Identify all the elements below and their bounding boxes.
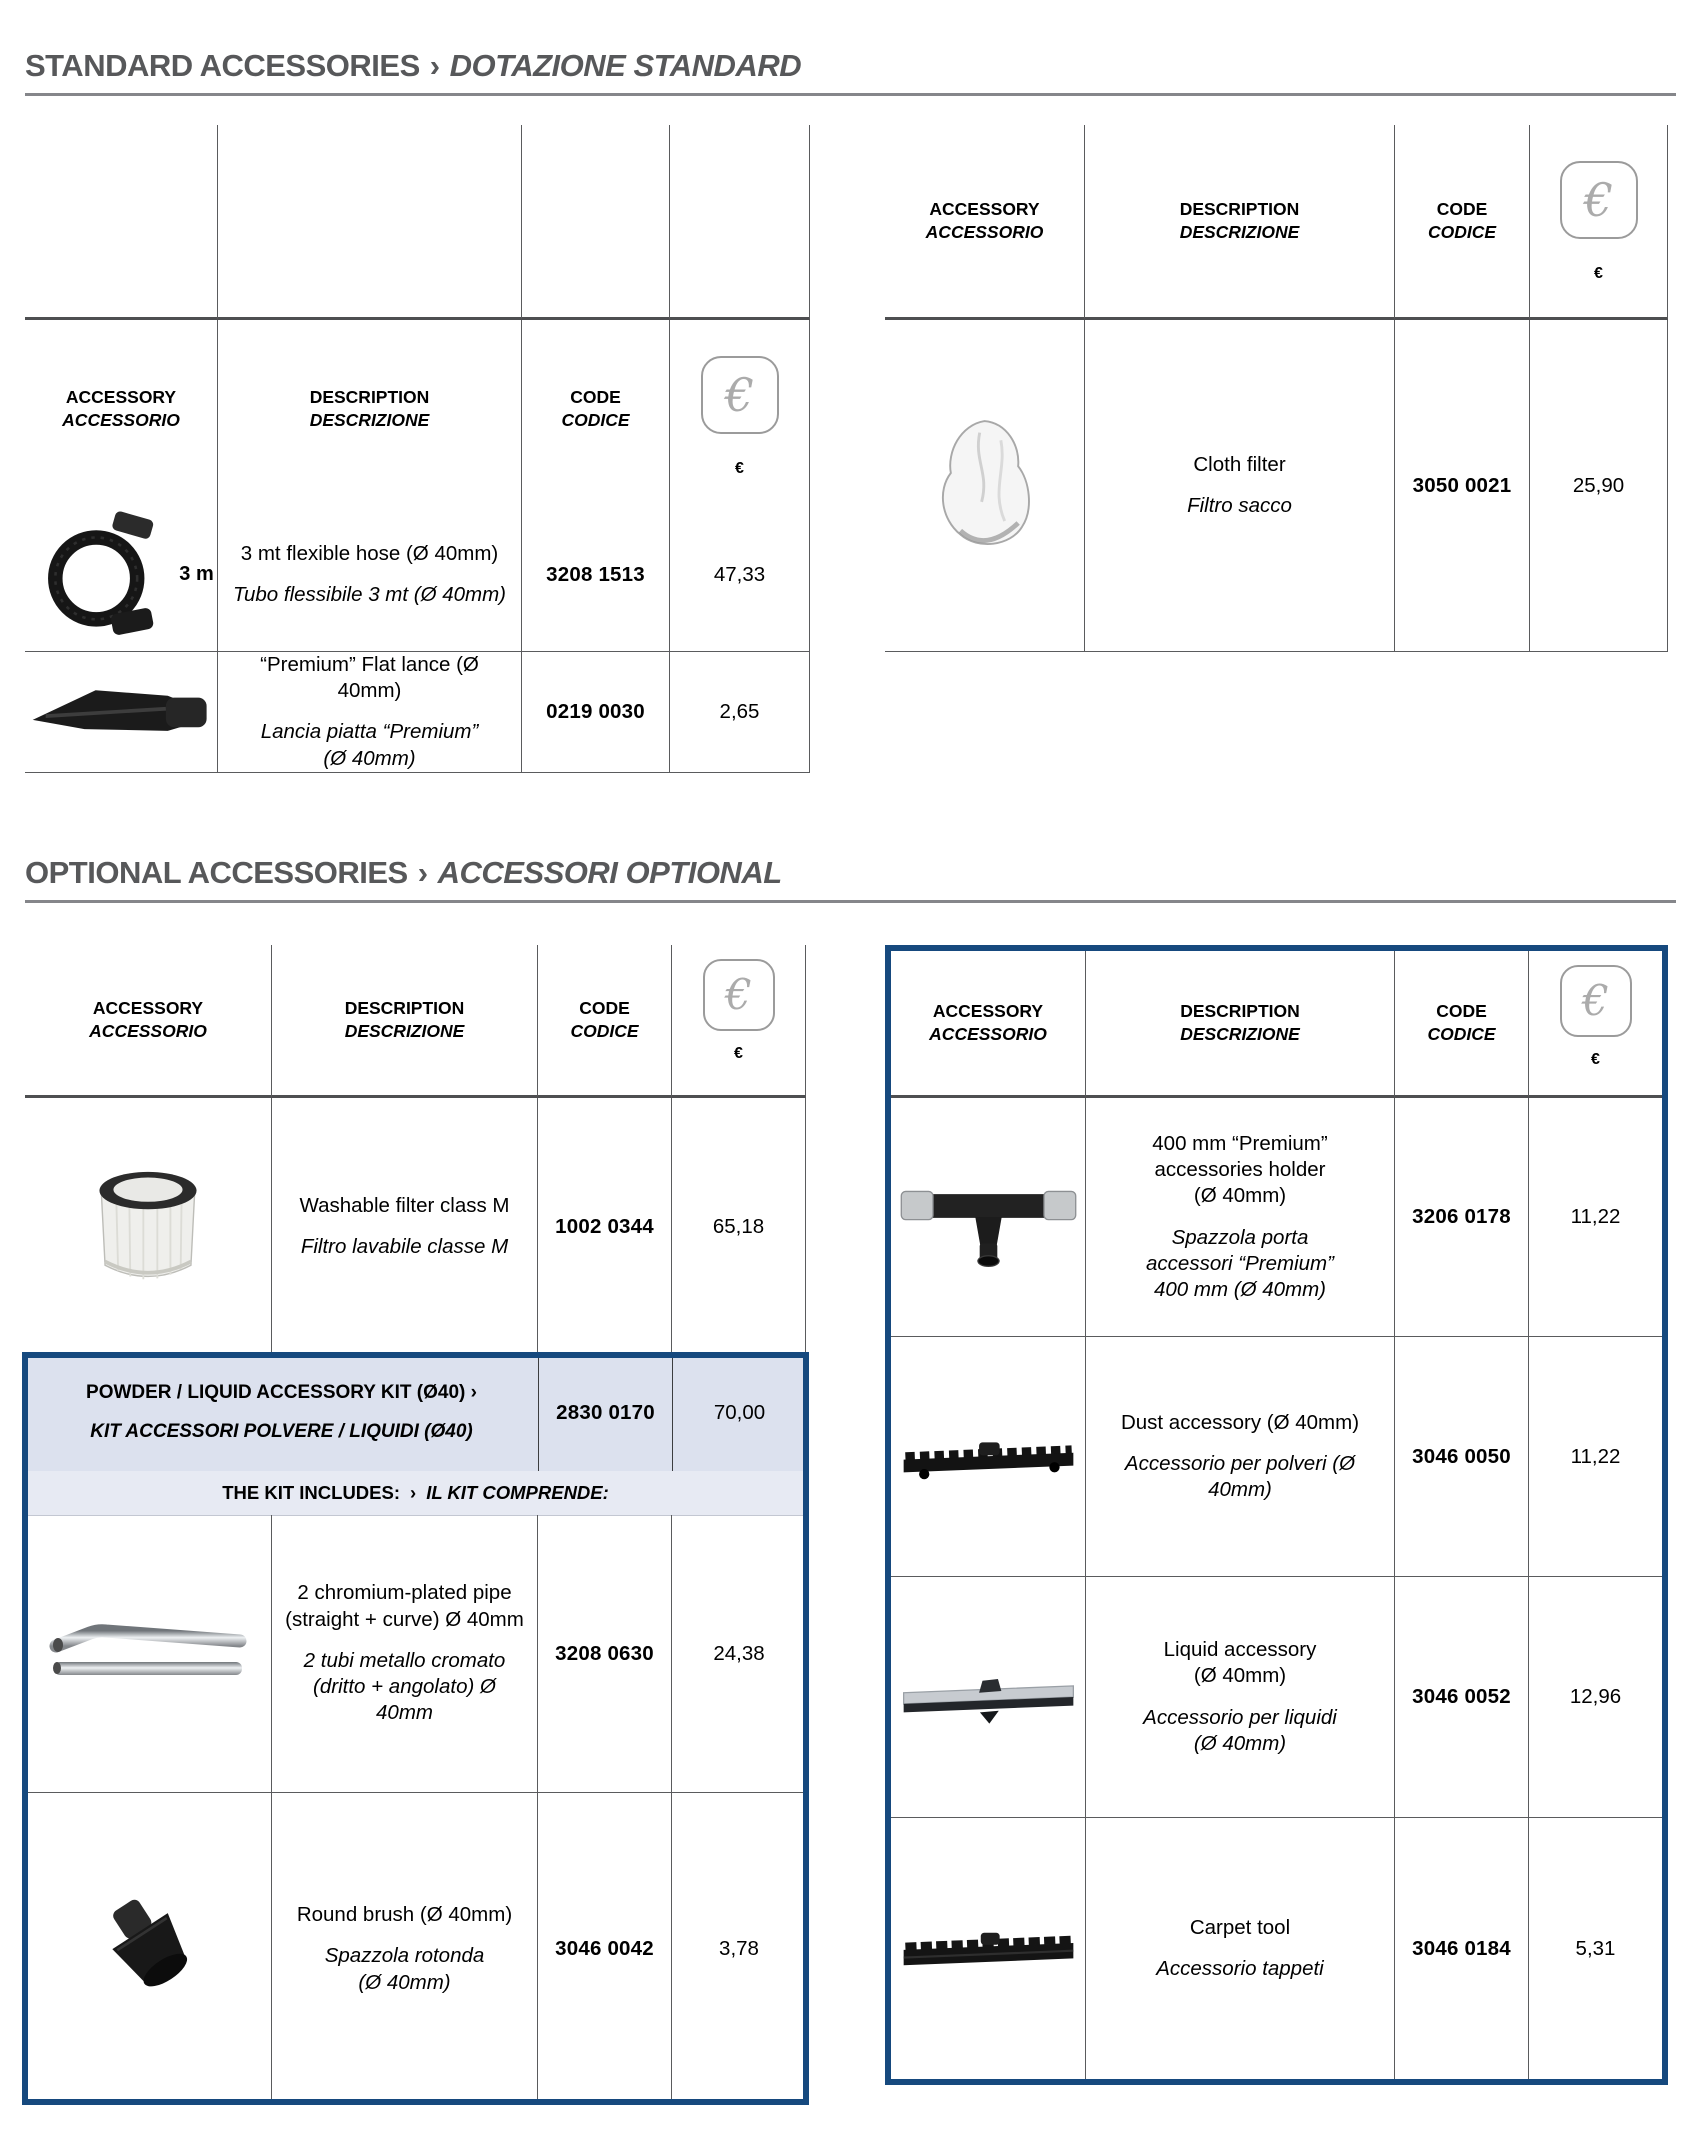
row-pipes-code: 3208 0630 [538,1515,672,1793]
row-clothfilter-price: 25,90 [1530,320,1668,652]
row-pipes-accessory [25,1515,272,1793]
row-washablefilter-accessory [25,1098,272,1355]
row-lance-description: “Premium” Flat lance (Ø 40mm) Lancia piatta “Premium” (Ø 40mm) [218,652,522,773]
row-lance-price: 2,65 [670,652,810,773]
currency-symbol: € [734,1045,743,1062]
standard-title-en: STANDARD ACCESSORIES [25,48,420,83]
currency-symbol: € [735,460,744,477]
optional-title-rule [25,900,1676,903]
row-dust-price: 11,22 [1529,1337,1662,1577]
row-clothfilter-accessory [885,320,1085,652]
header-price [1529,951,1662,1098]
row-pipes-description: 2 chromium-plated pipe (straight + curve) Ø 40mm 2 tubi metallo cromato (dritto + angolato) Ø 40mm [272,1515,538,1793]
row-liquid-accessory [891,1577,1086,1818]
dust-accessory-image [896,1427,1081,1487]
header-accessory: ACCESSORY ACCESSORIO [25,945,272,1098]
header-price [672,945,806,1098]
header-accessory-en: ACCESSORY [65,386,177,407]
row-liquid-price: 12,96 [1529,1577,1662,1818]
row-hose-description: 3 mt flexible hose (Ø 40mm) Tubo flessibile 3 mt (Ø 40mm) [218,498,522,652]
kit-title-en: POWDER / LIQUID ACCESSORY KIT (Ø40) › [86,1382,477,1404]
row-carpet-description: Carpet tool Accessorio tappeti [1086,1818,1395,2079]
row-roundbrush-accessory [25,1793,272,2105]
title-separator: › [417,855,428,890]
hose-length-label: 3 m [179,563,214,585]
header-code-en: CODE [570,386,621,407]
row-clothfilter-description: Cloth filter Filtro sacco [1085,320,1395,652]
row-lance-accessory [25,652,218,773]
cloth-filter-image [922,413,1047,558]
row-dust-description: Dust accessory (Ø 40mm) Accessorio per polveri (Ø 40mm) [1086,1337,1395,1577]
header-description [218,320,522,498]
euro-icon: € [1560,965,1632,1037]
optional-title-it: ACCESSORI OPTIONAL [437,855,782,890]
currency-symbol: € [1594,265,1603,282]
standard-left-table [25,125,810,773]
row-liquid-description: Liquid accessory (Ø 40mm) Accessorio per liquidi (Ø 40mm) [1086,1577,1395,1818]
washable-filter-image [92,1166,204,1288]
chrome-pipes-image [48,1614,248,1694]
row-holder-accessory [891,1098,1086,1337]
row-washablefilter-price: 65,18 [672,1098,806,1355]
header-description: DESCRIPTION DESCRIZIONE [1085,125,1395,320]
row-lance-code: 0219 0030 [522,652,670,773]
accessories-holder-image [896,1162,1081,1272]
flat-lance-image [29,669,214,754]
row-roundbrush-description: Round brush (Ø 40mm) Spazzola rotonda (Ø 40mm) [272,1793,538,2105]
standard-title-rule [25,93,1676,96]
header-price [1530,125,1668,320]
standard-section-title [25,48,801,84]
row-washablefilter-code: 1002 0344 [538,1098,672,1355]
row-roundbrush-price: 3,78 [719,1937,759,1960]
standard-title-it: DOTAZIONE STANDARD [449,48,802,83]
optional-section-title [25,855,782,891]
liquid-accessory-image [896,1667,1081,1727]
euro-icon: € [703,959,775,1031]
optional-left-kit-rows [25,1515,806,2105]
row-holder-description: 400 mm “Premium” accessories holder (Ø 40mm) Spazzola porta accessori “Premium” 400 mm (Ø 40mm) [1086,1098,1395,1337]
header-code: CODE CODICE [538,945,672,1098]
header-code-it: CODICE [561,410,630,430]
row-holder-price: 11,22 [1529,1098,1662,1337]
row-clothfilter-code: 3050 0021 [1395,320,1530,652]
kit-includes-it: IL KIT COMPRENDE: [426,1482,609,1503]
euro-icon: € [1560,161,1638,239]
optional-right-table-frame [885,945,1668,2085]
standard-right-table [885,125,1668,652]
euro-icon: € [701,356,779,434]
currency-symbol: € [1591,1051,1600,1068]
row-carpet-accessory [891,1818,1086,2079]
header-description: DESCRIPTION DESCRIZIONE [272,945,538,1098]
kit-band [25,1355,806,1471]
row-pipes-price: 24,38 [672,1515,806,1793]
row-roundbrush-code: 3046 0042 [538,1793,672,2105]
row-carpet-code: 3046 0184 [1395,1818,1529,2079]
row-hose-price: 47,33 [670,498,810,652]
kit-title-cell [25,1355,538,1471]
flexible-hose-image [28,505,173,645]
title-separator: › [429,48,440,83]
row-holder-code: 3206 0178 [1395,1098,1529,1337]
header-description-en: DESCRIPTION [309,386,430,407]
header-description-it: DESCRIZIONE [309,410,430,430]
kit-includes-band [25,1471,806,1516]
kit-code: 2830 0170 [538,1355,672,1471]
row-liquid-code: 3046 0052 [1395,1577,1529,1818]
header-accessory: ACCESSORY ACCESSORIO [885,125,1085,320]
header-code [522,320,670,498]
header-description: DESCRIPTION DESCRIZIONE [1086,951,1395,1098]
row-dust-accessory [891,1337,1086,1577]
row-dust-code: 3046 0050 [1395,1337,1529,1577]
kit-includes-en: THE KIT INCLUDES: [222,1482,401,1503]
row-hose-accessory [25,498,218,652]
optional-right-table [891,951,1662,2079]
header-code: CODE CODICE [1395,125,1530,320]
row-washablefilter-description: Washable filter class M Filtro lavabile classe M [272,1098,538,1355]
header-code: CODE CODICE [1395,951,1529,1098]
optional-title-en: OPTIONAL ACCESSORIES [25,855,408,890]
optional-left-table [25,945,806,1355]
carpet-tool-image [896,1919,1081,1979]
header-accessory [25,320,218,498]
row-hose-code: 3208 1513 [522,498,670,652]
kit-title-it: KIT ACCESSORI POLVERE / LIQUIDI (Ø40) [90,1421,473,1442]
kit-price: 70,00 [672,1355,806,1471]
header-price [670,320,810,498]
header-accessory: ACCESSORY ACCESSORIO [891,951,1086,1098]
round-brush-image [86,1892,211,2007]
header-accessory-it: ACCESSORIO [62,410,180,430]
kit-includes-separator: › [410,1482,417,1503]
row-carpet-price: 5,31 [1575,1936,1616,1960]
